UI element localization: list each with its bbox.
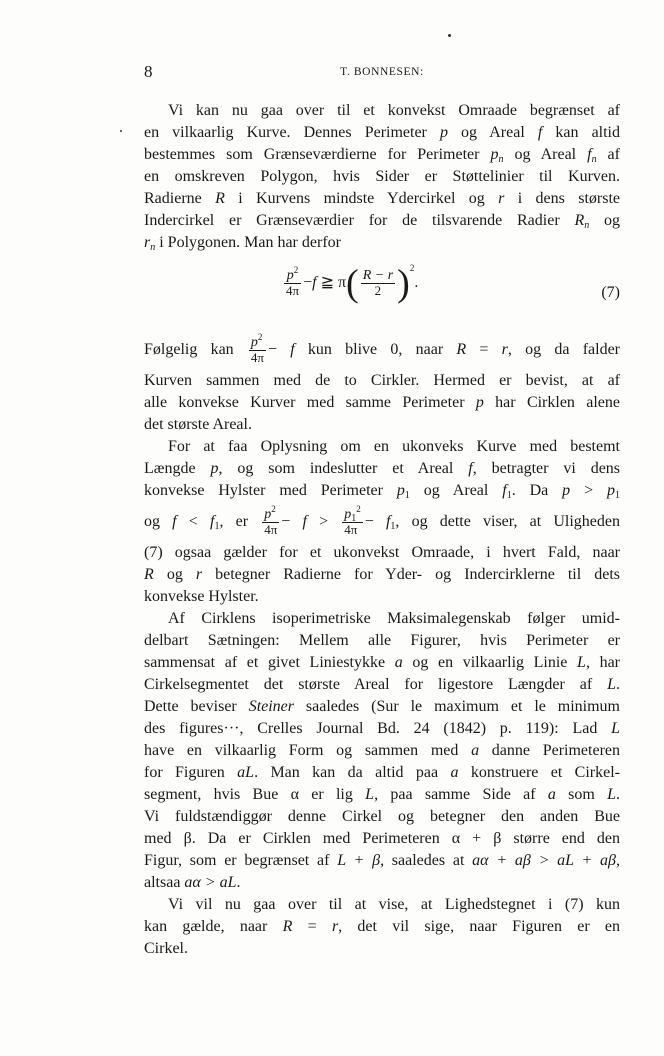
text: , betragter vi dens [472,460,621,477]
text: konvekse Hylster. [144,588,259,605]
para1-line [144,210,620,232]
para4-line [144,630,620,652]
para4-line [144,608,620,630]
symbol: f [172,513,177,530]
text: og Areal [447,124,538,141]
text: Cirkel. [144,940,188,957]
text: altsaa [144,874,185,891]
para3-line [144,586,620,608]
text: . [616,786,621,803]
expression: L + β [337,852,381,869]
text: , det vil sige, naar Figuren er en [338,918,620,935]
symbol: π [337,274,347,291]
subscript: n [591,154,597,165]
print-speck [120,130,122,132]
symbol: f [537,124,543,141]
para1-line [144,144,620,166]
symbol: a [394,654,403,671]
text: Længde [144,460,211,477]
text: og en vilkaarlig Linie [402,654,578,671]
text: i dens største [504,190,621,207]
para4-line [144,784,620,806]
exponent: 2 [356,503,361,514]
text: Af Cirklens isoperimetriske Maksimalegenskab følger umid- [168,610,620,627]
text: sammensat af et givet Liniestykke [144,654,395,671]
print-speck [448,34,451,37]
page-header [144,62,620,84]
symbol: f [302,513,307,530]
symbol: f [209,513,215,530]
operator: ≧ [320,274,334,291]
symbol: p [210,460,219,477]
symbol: R [456,341,467,358]
para3-line [144,480,620,502]
para1-line [144,232,620,254]
symbol: r [501,341,508,358]
symbol: f [312,274,317,291]
text: , og som indeslutter et Areal [218,460,469,477]
para4-line [144,806,620,828]
text: have en vilkaarlig Form og sammen med [144,742,472,759]
symbol: aL [237,764,255,781]
para5-line [144,894,620,916]
symbol: f [587,146,592,163]
text: Vi fuldstændiggør denne Cirkel og betegner den anden Bue [144,808,620,825]
subscript: n [584,220,590,231]
text: og [153,566,196,583]
subscript: 1 [404,490,410,501]
text: kun blive 0, naar [294,341,457,358]
text: og [144,513,173,530]
operator: > [570,482,607,499]
subscript: 1 [390,521,396,532]
text: Cirkelsegmentet det største Areal for ligestore Længder af [144,676,608,693]
punctuation: . [414,274,419,291]
text: − [364,513,386,530]
text: . Da er Cirklen med Perimeteren [191,830,452,847]
symbol: β [183,830,192,847]
text: og Areal [409,482,503,499]
text-body [144,100,620,960]
para4-line [144,850,620,872]
text: Vi kan nu gaa over til et konvekst Omraade begrænset af [168,102,620,119]
fraction [342,503,363,537]
author-name: Steiner [248,698,295,715]
para4-line [144,652,620,674]
para3-line [144,458,620,480]
text: i Polygonen. Man har derfor [155,234,341,251]
symbol: r [331,918,339,935]
exponent: 2 [271,503,276,514]
para4-line [144,740,620,762]
symbol: R [144,566,154,583]
symbol: f [468,460,473,477]
denominator: 4π [344,521,358,537]
text: Dette beviser [144,698,249,715]
text: Figur, som er begrænset af [144,852,338,869]
symbol: a [471,742,480,759]
text: , paa samme Side af [374,786,548,803]
symbol: p [490,146,499,163]
para3-line [144,564,620,586]
equation-7-formula [282,262,419,305]
text: i Kurvens mindste Ydercirkel og [224,190,499,207]
text: kan altid [542,124,621,141]
para2-line [144,392,620,414]
symbol: p [475,394,484,411]
para4-line [144,674,620,696]
text: , og dette viser, at Uligheden [395,513,620,530]
symbol: L [365,786,375,803]
text: , og da falder [507,341,621,358]
exponent: 2 [257,331,263,342]
operator: > [306,513,341,530]
denominator: 4π [286,282,300,298]
page-number: 8 [144,62,153,81]
para5-line [144,916,620,938]
para4-line [144,872,620,894]
text: . [236,874,241,891]
numerator: p [250,334,258,350]
para3-line [144,542,620,564]
running-head: T. BONNESEN: [340,66,424,78]
text: har Cirklen alene [483,394,621,411]
symbol: L [607,786,617,803]
para3-line [144,502,620,542]
subscript: 1 [351,512,357,524]
subscript: 1 [615,490,620,501]
text: større end den [501,830,621,847]
symbol: R [574,212,585,229]
fraction [262,503,279,537]
text: For at faa Oplysning om en ukonveks Kurve med bestemt [168,438,620,455]
para5-line [144,938,620,960]
para4-line [144,828,620,850]
fraction [284,264,301,298]
symbol: a [450,764,459,781]
paren: ) [397,262,410,305]
text: , har [585,654,621,671]
operator: = [292,918,332,935]
expression: α + β [451,830,502,847]
para1-line [144,100,620,122]
para1-line [144,188,620,210]
text: konvekse Hylster med Perimeter [144,482,397,499]
subscript: n [498,154,504,165]
text: af [596,146,620,163]
symbol: α [290,786,299,803]
numerator: R − r [362,267,394,283]
text: Vi vil nu gaa over til at vise, at Lighedstegnet i (7) kun [168,896,620,913]
text: , [616,852,621,869]
operator: < [176,513,210,530]
text: , er [219,513,261,530]
symbol: r [498,190,505,207]
text: alle konvekse Kurver med samme Perimeter [144,394,476,411]
para2-line [144,370,620,392]
symbol: r [195,566,203,583]
text: en omskreven Polygon, hvis Sider er Støttelinier til Kurven. [144,168,620,185]
paren: ( [346,262,359,305]
subscript: 1 [506,490,512,501]
text: Radierne [144,190,216,207]
text: betegner Radierne for Yder- og Indercirklerne til dets [202,566,620,583]
text: kan gælde, naar [144,918,283,935]
symbol: p [396,482,405,499]
subscript: 1 [214,521,220,532]
text: − [281,513,303,530]
symbol: p [562,482,571,499]
subscript: n [150,242,156,253]
para2-line [144,414,620,436]
para2-line [144,330,620,370]
text: , saaledes at [380,852,473,869]
expression: aα + aβ > aL + aβ [472,852,617,869]
symbol: f [385,513,391,530]
text: er lig [299,786,366,803]
para1-line [144,166,620,188]
text: med [144,830,184,847]
numerator: p [344,506,352,522]
para4-line [144,762,620,784]
operator: = [466,341,502,358]
text: som [555,786,608,803]
operator: − [303,274,313,291]
exponent: 2 [293,264,299,275]
para4-line [144,718,620,740]
symbol: L [611,720,620,737]
text: og [589,212,620,229]
symbol: p [607,482,615,499]
exponent: 2 [409,263,415,273]
numerator: p [286,267,294,283]
symbol: L [577,654,586,671]
text: delbart Sætningen: Mellem alle Figurer, hvis Perimeter er [144,632,620,649]
symbol: f [290,341,295,358]
equation-7 [144,260,620,326]
symbol: f [502,482,507,499]
para1-line [144,122,620,144]
text: . Da [511,482,563,499]
text: Kurven sammen med de to Cirkler. Hermed er bevist, at af [144,372,620,389]
symbol: R [215,190,225,207]
fraction [361,269,395,298]
text: segment, hvis Bue [144,786,291,803]
text: Indercirkel er Grænseværdier for de tilsvarende Radier [144,212,575,229]
text: konstruere et Cirkel- [458,764,620,781]
text: for Figuren [144,764,238,781]
text: . Man kan da altid paa [254,764,451,781]
text: og Areal [503,146,588,163]
equation-number: (7) [601,284,620,301]
text: . [616,676,620,693]
text: en vilkaarlig Kurve. Dennes Perimeter [144,124,440,141]
denominator: 4π [250,349,264,365]
text: Følgelig kan [144,341,247,358]
text: saaledes (Sur le maximum et le minimum [294,698,621,715]
text: danne Perimeteren [479,742,621,759]
para4-line [144,696,620,718]
text: des figures···, Crelles Journal Bd. 24 (1842) p. 119): Lad [144,720,612,737]
text: det største Areal. [144,416,252,433]
symbol: L [607,676,616,693]
numerator: p [264,506,272,522]
symbol: r [144,234,151,251]
fraction [249,331,266,365]
text: bestemmes som Grænseværdierne for Perimeter [144,146,491,163]
symbol: a [547,786,556,803]
expression: aα > aL [184,874,237,891]
symbol: R [282,918,293,935]
denominator: 4π [264,521,278,537]
denominator: 2 [374,282,382,298]
symbol: p [439,124,448,141]
text: (7) ogsaa gælder for et ukonvekst Omraade, i hvert Fald, naar [144,544,620,561]
para3-line [144,436,620,458]
text: − [267,341,291,358]
